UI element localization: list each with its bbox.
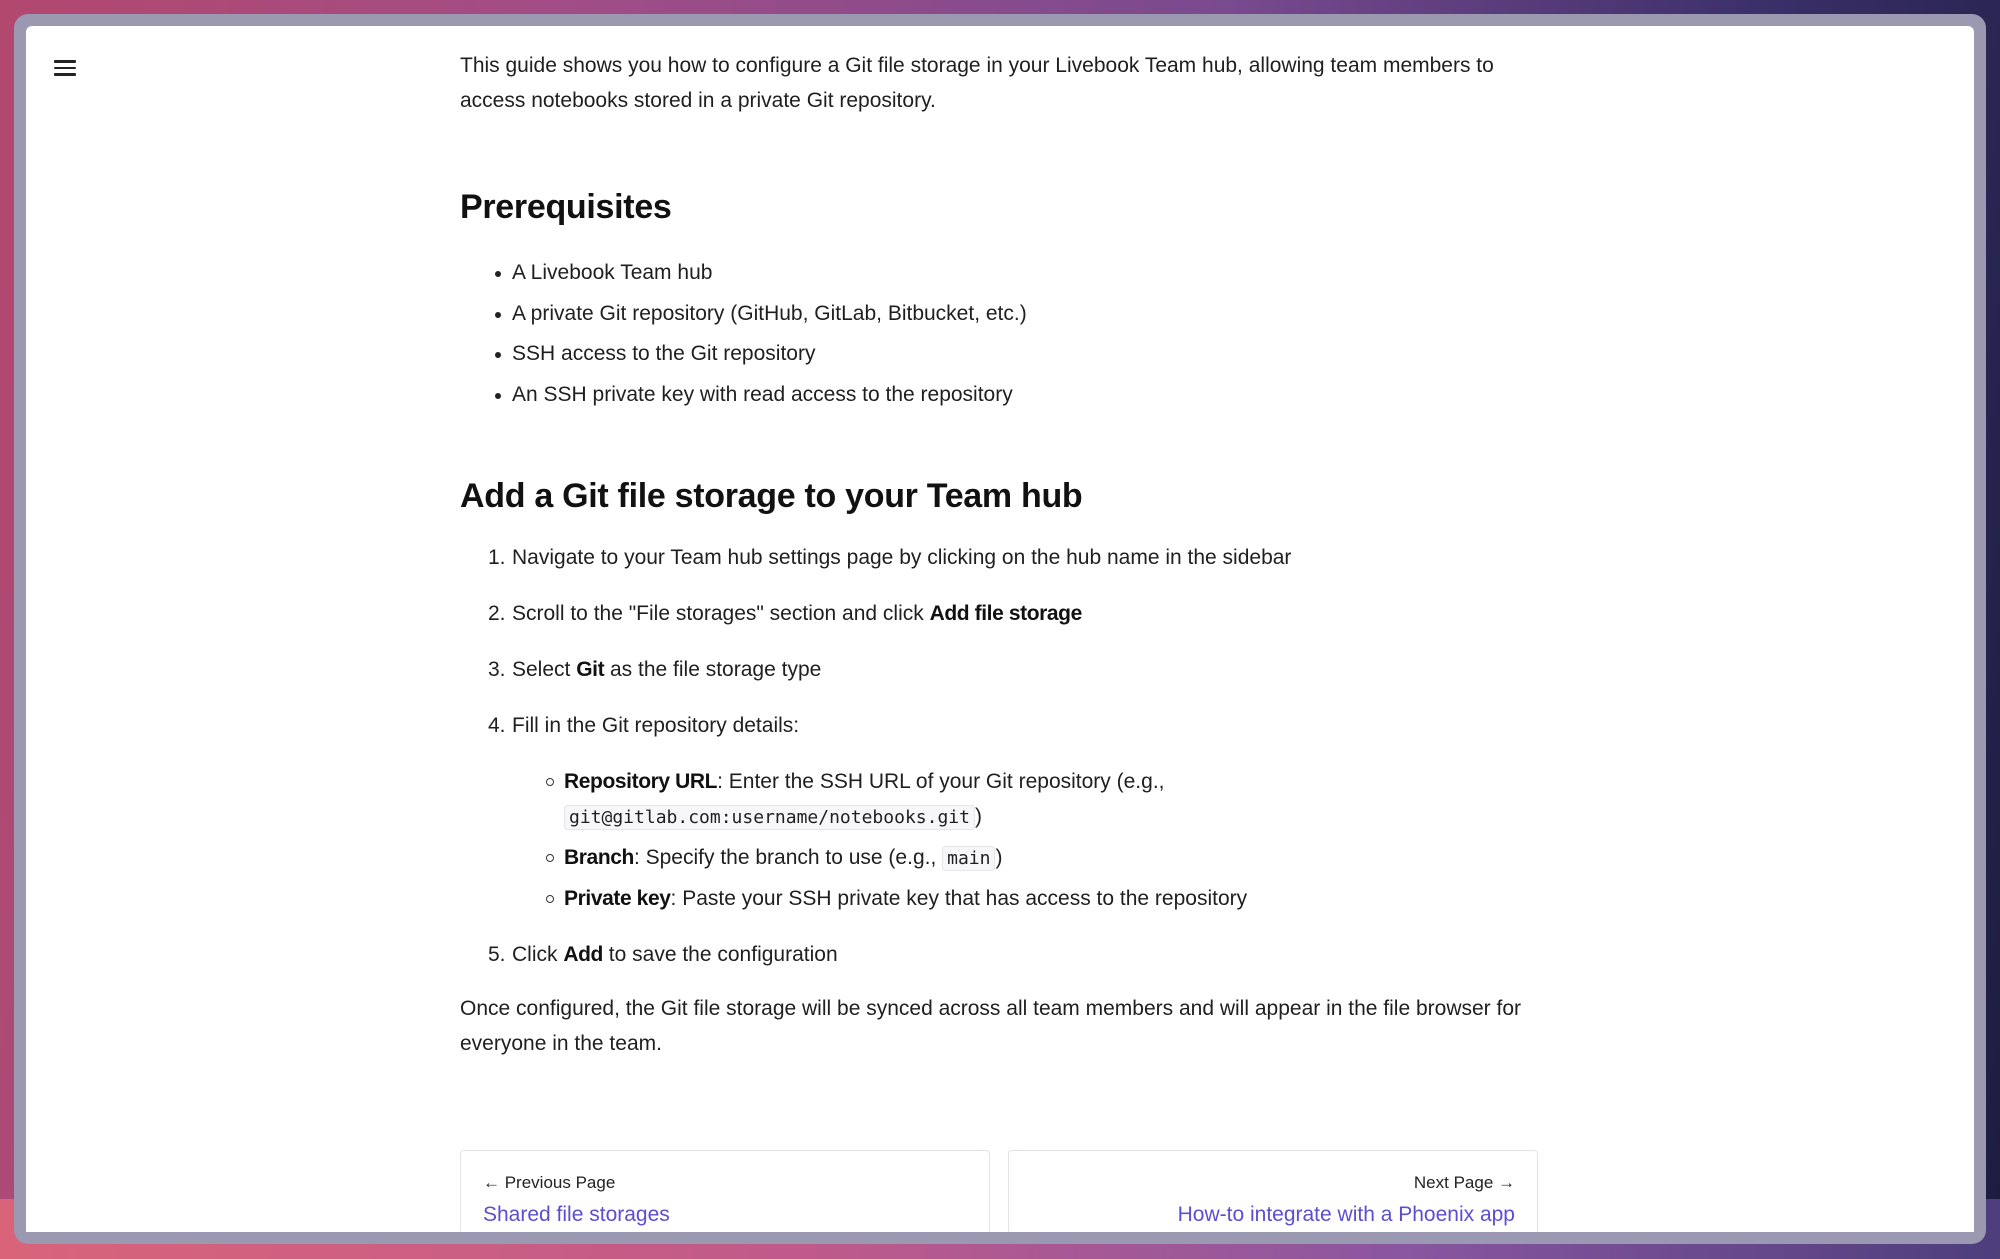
previous-page-label: ← Previous Page [483,1173,616,1192]
step-number: 1. [488,546,506,569]
step-emphasis: Add file storage [929,602,1082,625]
field-name: Private key [564,887,671,910]
outro-paragraph: Once configured, the Git file storage will be synced across all team members and will appear in the file browser for everyone in the team. [460,997,1521,1055]
field-desc-end: ) [995,846,1003,869]
field-name: Repository URL [564,770,718,793]
step-text: Select [512,658,577,681]
code-snippet: main [942,846,995,871]
step-number: 2. [488,602,506,625]
field-desc: : Paste your SSH private key that has access to the repository [670,887,1248,910]
previous-page-link[interactable] [460,1150,990,1232]
add-git-storage-heading: Add a Git file storage to your Team hub [460,477,1083,515]
next-page-link[interactable] [1008,1150,1538,1232]
next-page-label: Next Page → [1413,1173,1515,1192]
field-desc: : Enter the SSH URL of your Git repository (e.g., [717,770,1165,793]
prerequisites-list [460,253,1542,415]
step-emphasis: Add [563,943,603,966]
step-3 [488,652,1542,687]
intro-paragraph: This guide shows you how to configure a Git file storage in your Livebook Team hub, allowing team members to access notebooks stored in a private Git repository. [460,54,1494,112]
step-4 [488,708,1542,916]
article-content [460,26,1542,1061]
sub-item-branch [564,840,1542,876]
step-1 [488,540,1542,575]
step-text: Navigate to your Team hub settings page by clicking on the hub name in the sidebar [512,546,1292,569]
list-item: An SSH private key with read access to the repository [512,375,1542,416]
step-text: Click [512,943,564,966]
step-emphasis: Git [576,658,605,681]
sub-item-repository-url [564,764,1542,835]
field-desc-end: ) [974,805,982,828]
previous-page-title[interactable]: Shared file storages [483,1203,670,1226]
list-item: A Livebook Team hub [512,253,1542,294]
prerequisites-heading: Prerequisites [460,188,672,226]
page-navigation [460,1150,1542,1232]
step-number: 3. [488,658,506,681]
field-desc: : Specify the branch to use (e.g., [633,846,943,869]
step-5 [488,937,1542,972]
step-text: as the file storage type [604,658,822,681]
list-item: A private Git repository (GitHub, GitLab, Bitbucket, etc.) [512,294,1542,335]
sub-item-private-key [564,881,1542,916]
step-text: Fill in the Git repository details: [512,714,800,737]
step-number: 5. [488,943,506,966]
next-page-title[interactable]: How-to integrate with a Phoenix app [1177,1203,1515,1226]
field-name: Branch [564,846,634,869]
code-snippet: git@gitlab.com:username/notebooks.git [564,805,975,830]
step-text: Scroll to the "File storages" section and click [512,602,930,625]
step-number: 4. [488,714,506,737]
hamburger-menu-icon[interactable] [54,56,78,78]
step-2 [488,596,1542,631]
steps-list [460,540,1542,972]
list-item: SSH access to the Git repository [512,334,1542,375]
step-text: to save the configuration [602,943,838,966]
docs-page [26,26,1974,1232]
repo-details-list [512,764,1542,916]
